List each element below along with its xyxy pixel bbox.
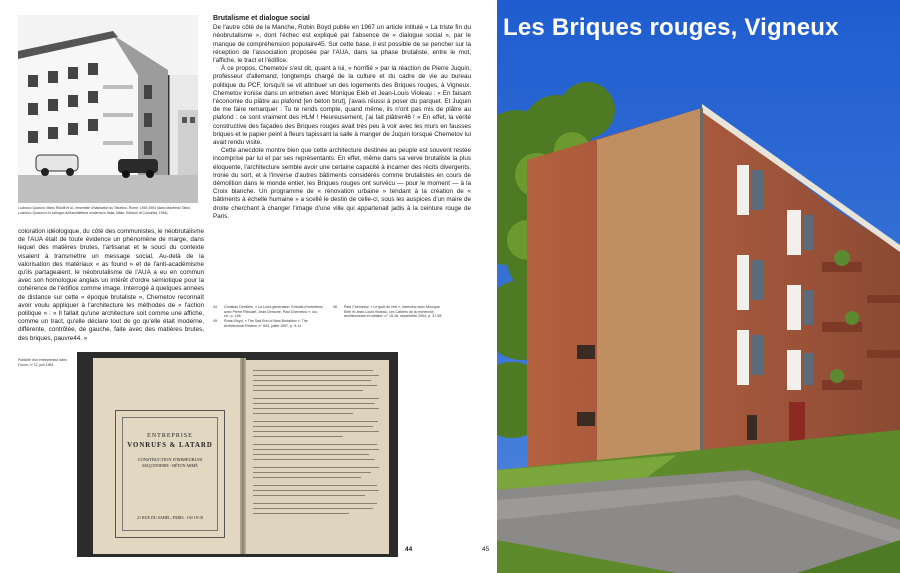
scan-text-line (253, 413, 353, 414)
footnote-number: 44 (213, 305, 217, 309)
paragraph-2: À ce propos, Chemetov s'est dit, quant à lui, « horrifié » par la réaction de Pierre Juquin, professeur d'allemand, longtemps chargé de la culture et du cadre de vie au bureau politique du PCF, lorsqu'il se vit attribuer un des logements des Briques rouges, à Vigneux. Chemetov ironise dans un entretien avec Monique Eleb et Jean-Louis Violeau : « En faisant l'économie du plâtre au plafond [en béton brut], j'avais réussi à poser du parquet. Et Juquin de me faire remarquer : Tu te rends compte, quand même, ils n'ont pas mis de plâtre au plafond : ce sont vraiment des HLM ! Heureusement, j'ai fait plâtrer46 ! » En effet, la vérité constructive des façades des Briques rouges avait très peu à voir avec les murs en fausses briques et le papier peint à fleurs tapissant la salle à manger de Juquin lorsque Chemetov lui avait rendu visite. (213, 65, 471, 147)
right-page-photo (497, 0, 900, 573)
footnote-number: 46 (333, 305, 337, 309)
advert-line-1: ENTREPRISE (147, 433, 193, 439)
scan-text-line (253, 370, 373, 371)
scan-text-line (253, 380, 371, 381)
scan-text-line (253, 398, 379, 399)
advert-line-4: MAÇONNERIE - BÉTON ARMÉ (142, 463, 198, 468)
tiburtino-caption: Ludovico Quaroni, Mario Ridolfi et al., ensemble d'habitation du Tiburtino, Rome, 1949-1954 (dans Manfredo Tafuri, Ludovico Quaroni e lo sviluppo dell'architettura moderna in Italia, Milan, Edizioni di Comunità, 1964). (18, 206, 191, 215)
advert-line-2: VONRUFS & LATARD (127, 442, 213, 449)
scan-text-line (253, 444, 377, 445)
scan-text-line (253, 390, 363, 391)
scan-text-line (253, 503, 377, 504)
scan-text-line (253, 508, 373, 509)
footnote (213, 305, 323, 319)
section-heading: Brutalisme et dialogue social (213, 15, 310, 22)
tiburtino-photo (18, 15, 198, 203)
scan-text-line (253, 385, 377, 386)
footnote-text: Christian Devillers, « La Lod's generation. Extraits d'entretiens avec Pierre Riboulet, Jean Deroche, Paul Chemetov », loc. cit., p. 146. (224, 305, 323, 319)
scan-text-line (253, 408, 379, 409)
scan-fold (240, 358, 246, 554)
main-text-right-column (213, 15, 471, 221)
scan-right-leaf (243, 360, 389, 554)
paragraph-1: De l'autre côté de la Manche, Robin Boyd publie en 1967 un article intitulé « La triste fin du néobrutalisme », dont l'échec est expliqué par l'absence de « dialogue social », par le manque de compréhension populaire45. Sur cette base, il est possible de se pencher sur la réception de l'association proposée par l'AUA, dans sa phase brutaliste, entre le mot, l'affiche, le tract et l'édifice. (213, 24, 471, 65)
scan-text-line (253, 421, 378, 422)
scan-text-line (253, 426, 373, 427)
scan-text-line (253, 495, 365, 496)
briques-rouges-photo (497, 0, 900, 573)
scan-text-line (253, 403, 375, 404)
footnote-text: Robin Boyd, « The Sad End of New Brutalism », The Architectural Review, n° 843, juillet 1967, p. 9-11. (224, 319, 308, 328)
scan-text-line (253, 375, 379, 376)
advert-caption: Publicité d'un entrepreneur dans Forum, n° 12, juin 1964. (18, 358, 67, 367)
footnote (333, 305, 443, 319)
scan-text-line (253, 513, 349, 514)
tiburtino-photo-image (18, 15, 198, 203)
advert-scan (77, 352, 398, 557)
scan-text-line (253, 449, 379, 450)
scan-text-line (253, 459, 375, 460)
scan-text-line (253, 477, 361, 478)
page-number-right: 45 (482, 546, 490, 553)
paragraph-3: Cette anecdote montre bien que cette architecture destinée au peuple est souvent restée incomprise par lui et par ses représentants. En effet, même dans sa verve brutaliste la plus éloquente, l'architecture semble avoir une certaine capacité à incarner des récits divergents. Ironie du sort, et à l'inverse d'autres bâtiments considérés comme brutalistes en cours de démolition dans le monde entier, les Briques rouges ont survécu — pour le moment — à la Croix blanche. Un programme de « rénovation urbaine » tendant à la création de « bâtiments à échelle humaine » a scellé le destin de celle-ci, sous les auspices d'un maire de droite cherchant à changer l'image d'une ville qui appartenait jadis à la ceinture rouge de Paris. (213, 147, 471, 220)
scan-left-leaf (93, 358, 243, 554)
photo-title: Les Briques rouges, Vigneux (503, 14, 839, 41)
scan-text-line (253, 467, 379, 468)
advert-line-3: CONSTRUCTION D'IMMEUBLES (137, 457, 203, 462)
footnote-number: 45 (213, 319, 217, 323)
footnote (213, 319, 323, 328)
advert-address: 21 RUE DU SAHEL, PARIS · JAI 18-18 (136, 515, 204, 520)
footnote-text: Paul Chemetov, « Le goût du réel », interview avec Monique Eleb et Jean-Louis Violeau, Les Cahiers de la recherche architecturale et urbaine, n° 15-16, septembre 2004, p. 37-58. (344, 305, 443, 319)
scan-text-line (253, 431, 379, 432)
scan-text-line (253, 485, 377, 486)
page-number-left: 44 (405, 546, 413, 553)
scan-text-line (253, 454, 369, 455)
scan-text-line (253, 472, 371, 473)
scan-text-line (253, 490, 379, 491)
scan-text-line (253, 436, 343, 437)
advert-box (115, 410, 225, 538)
main-text-left-column: coloration idéologique, du côté des communistes, le néobrutalisme de l'AUA était de toute évidence un phénomène de marge, dans lequel des matières brutes, l'artisanat et le souci du contexte visaient à transmettre un message social. Au-delà de la valorisation des matériaux « as found » et de l'anti-académisme qu'ils partageaient, le néobrutalisme de l'AUA a eu en commun avec son homologue anglais un intérêt d'ordre sémiotique pour la cohérence de l'édifice comme image. Interrogé à quelques années de distance sur cette « époque brutaliste », Chemetov reconnaît avoir voulu appliquer à l'architecture les méthodes de « l'action politique » : « Il fallait qu'une architecture soit comme une affiche, comme un tract, qu'elle déclare tout de go qu'elle était moderne, différente, contrôlée, de gauche, faite avec des matières brutes, des briques, pauvre44. » (18, 228, 204, 342)
